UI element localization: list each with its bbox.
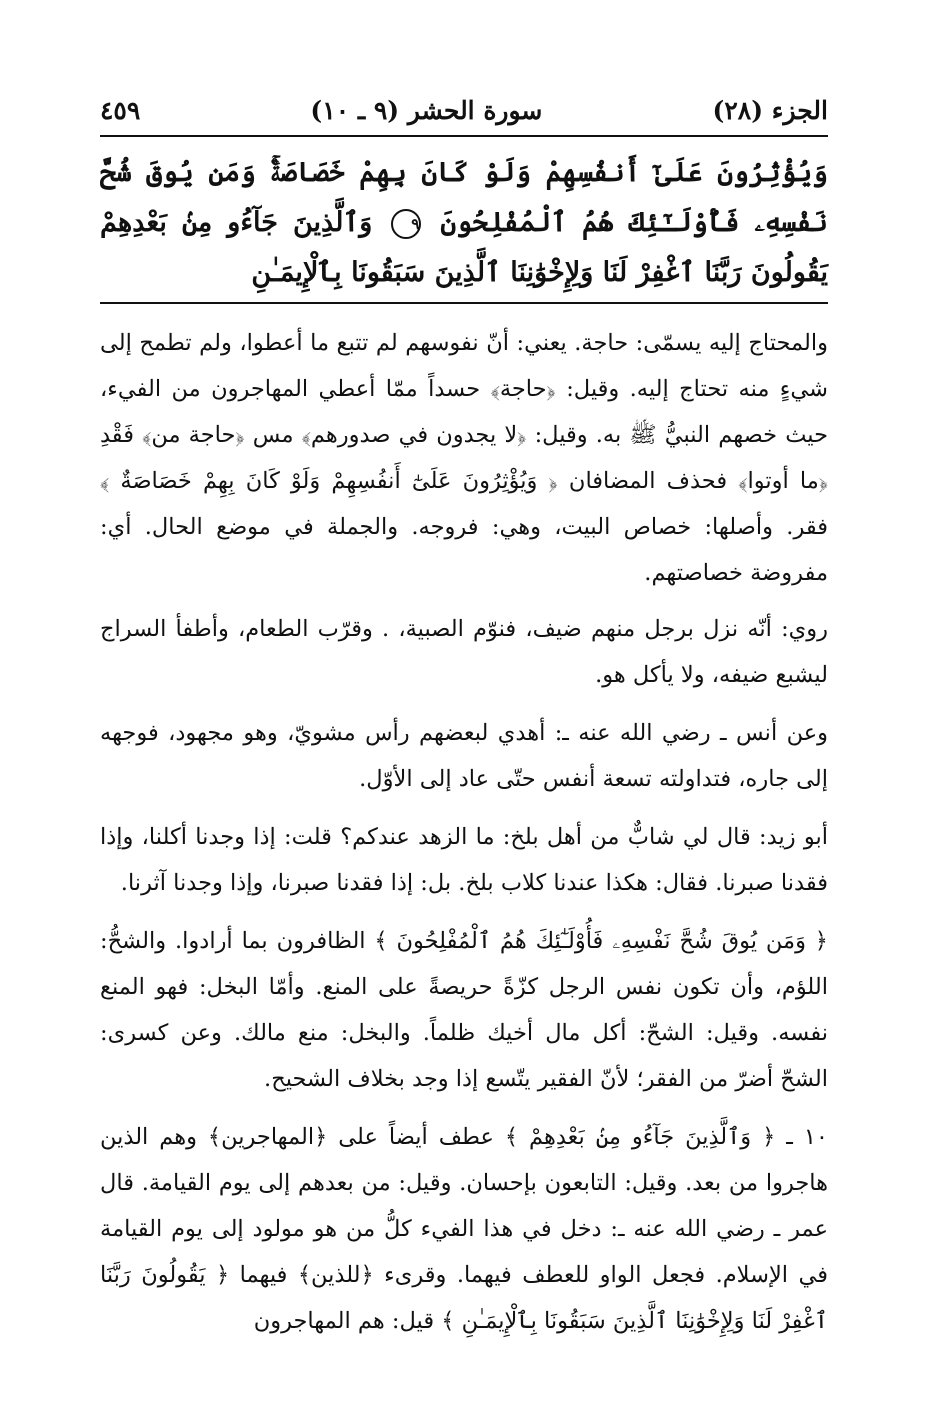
verse-text-part2: وَٱلَّذِينَ جَآءُو مِنۢ بَعْدِهِمْ يَقُولُونَ رَبَّنَا ٱغْفِرْ لَنَا وَلِإِخْوَٰنِنَا ٱلَّذِينَ سَبَقُونَا بِٱلْإِيمَـٰنِ	[100, 207, 828, 288]
surah-title: سورة الحشر (٩ ـ ١٠)	[310, 95, 543, 125]
page-number: ٤٥٩	[100, 95, 141, 125]
quran-verse-block	[100, 148, 828, 298]
commentary-paragraph: وعن أنس ـ رضي الله عنه ـ: أهدي لبعضهم رأس مشويّ، وهو مجهود، فوجهه إلى جاره، فتداولته تسعة أنفس حتّى عاد إلى الأوّل.	[100, 720, 828, 792]
commentary-body	[100, 320, 828, 1356]
commentary-paragraph: ﴿ وَمَن يُوقَ شُحَّ نَفْسِهِۦ فَأُوْلَـٰٓئِكَ هُمُ ٱلْمُفْلِحُونَ ﴾ الظافرون بما أرادوا. والشحُّ: اللؤم، وأن تكون نفس الرجل كزّةً حريصةً على المنع. وأمّا البخل: فهو المنع نفسه. وقيل: الشحّ: أكل مال أخيك ظلماً. والبخل: منع مالك. وعن كسرى: الشحّ أضرّ من الفقر؛ لأنّ الفقير يتّسع إذا وجد بخلاف الشحيح.	[100, 928, 828, 1092]
verse-number-marker: ٩	[391, 209, 421, 239]
commentary-paragraph: ١٠ ـ ﴿ وَٱلَّذِينَ جَآءُو مِنۢ بَعْدِهِمْ ﴾ عطف أيضاً على ﴿المهاجرين﴾ وهم الذين هاجروا من بعد. وقيل: التابعون بإحسان. وقيل: من بعدهم إلى يوم القيامة. قال عمر ـ رضي الله عنه ـ: دخل في هذا الفيء كلُّ من هو مولود إلى يوم القيامة في الإسلام. فجعل الواو للعطف فيهما. وقرىء ﴿للذين﴾ فيهما ﴿ يَقُولُونَ رَبَّنَا ٱغْفِرْ لَنَا وَلِإِخْوَٰنِنَا ٱلَّذِينَ سَبَقُونَا بِٱلْإِيمَـٰنِ ﴾ قيل: هم المهاجرون	[100, 1124, 828, 1334]
commentary-paragraph: روي: أنّه نزل برجل منهم ضيف، فنوّم الصبية، . وقرّب الطعام، وأطفأ السراج ليشبع ضيفه، ولا يأكل هو.	[100, 616, 828, 688]
header-divider	[100, 135, 828, 137]
verse-divider	[100, 302, 828, 304]
verse-text-part1: وَيُؤْثِرُونَ عَلَىٰٓ أَنفُسِهِمْ وَلَوْ كَانَ بِهِمْ خَصَاصَةٌۚ وَمَن يُوقَ شُحَّ نَفْسِهِۦ فَأُوْلَـٰٓئِكَ هُمُ ٱلْمُفْلِحُونَ	[100, 157, 828, 238]
page-header	[100, 92, 828, 128]
commentary-paragraph: والمحتاج إليه يسمّى: حاجة. يعني: أنّ نفوسهم لم تتبع ما أعطوا، ولم تطمح إلى شيءٍ منه تحتاج إليه. وقيل: ﴿حاجة﴾ حسداً ممّا أعطي المهاجرون من الفيء، حيث خصهم النبيُّ ﷺ به. وقيل: ﴿لا يجدون في صدورهم﴾ مس ﴿حاجة من﴾ فَقْدِ ﴿ما أوتوا﴾ فحذف المضافان ﴿ وَيُؤْثِرُونَ عَلَىٰٓ أَنفُسِهِمْ وَلَوْ كَانَ بِهِمْ خَصَاصَةٌ ﴾ فقر. وأصلها: خصاص البيت، وهي: فروجه. والجملة في موضع الحال. أي: مفروضة خصاصتهم.	[100, 330, 829, 586]
juz-label: الجزء (٢٨)	[712, 95, 828, 125]
commentary-paragraph: أبو زيد: قال لي شابٌّ من أهل بلخ: ما الزهد عندكم؟ قلت: إذا وجدنا أكلنا، وإذا فقدنا صبرنا. فقال: هكذا عندنا كلاب بلخ. بل: إذا فقدنا صبرنا، وإذا وجدنا آثرنا.	[100, 824, 828, 896]
